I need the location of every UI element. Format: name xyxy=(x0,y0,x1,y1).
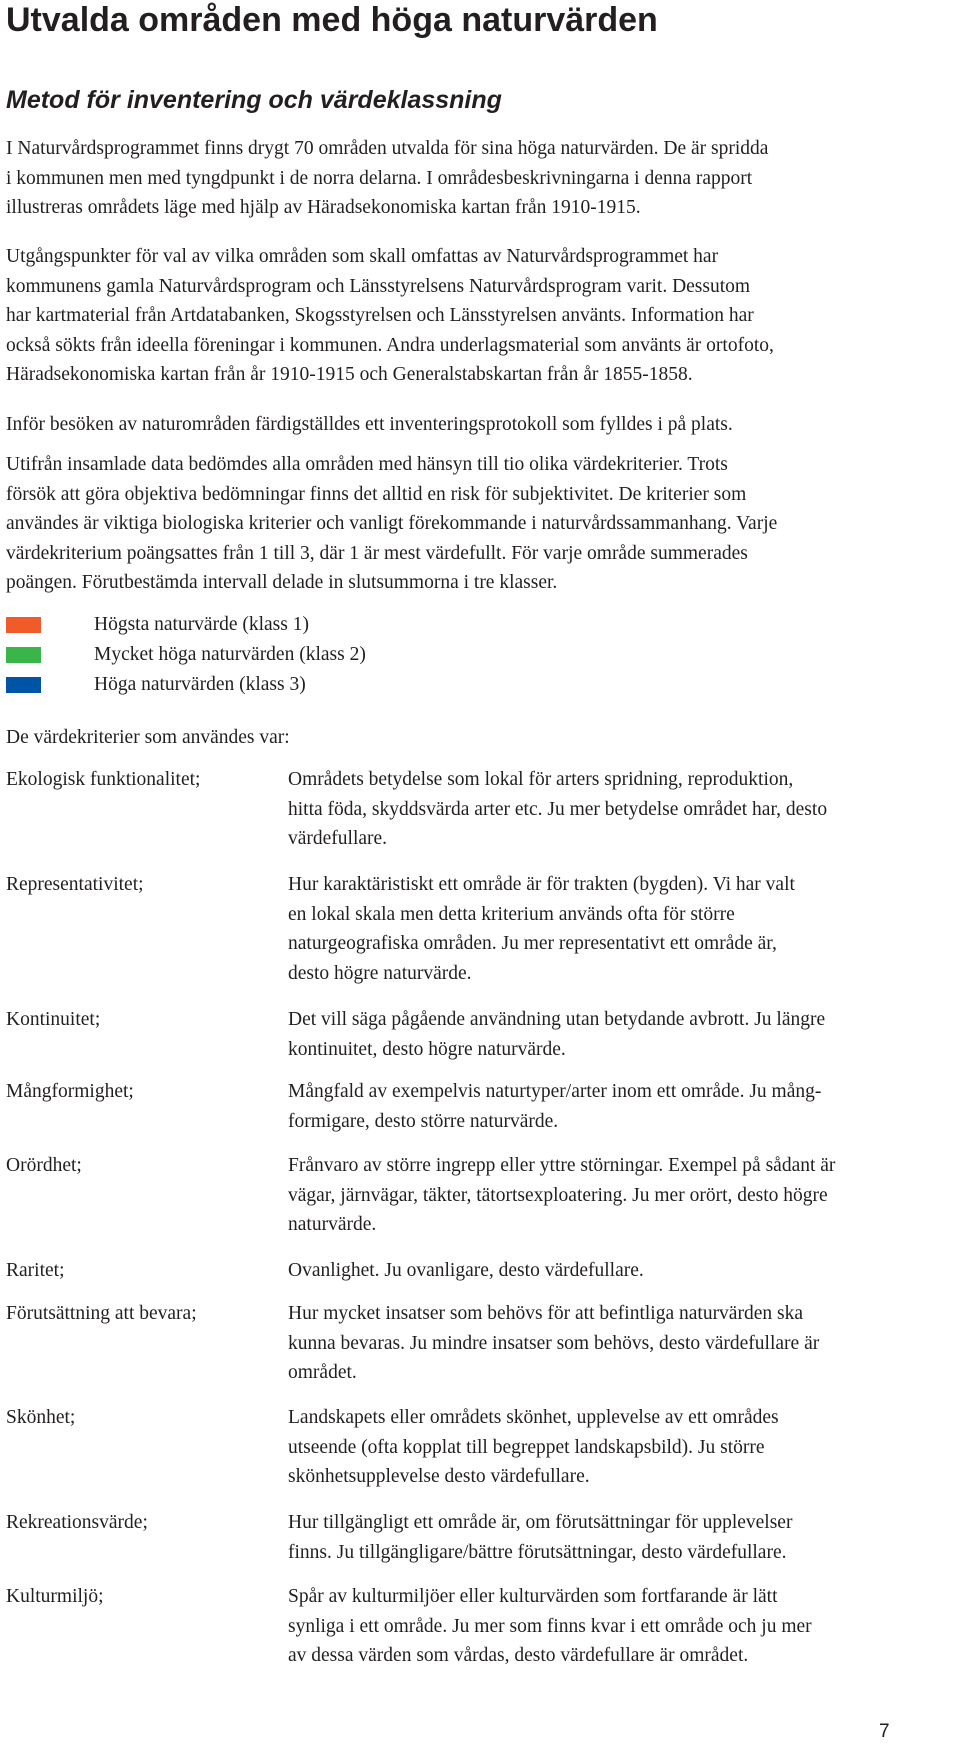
description-line: desto högre naturvärde. xyxy=(288,962,472,984)
criterion-description xyxy=(288,1077,958,1136)
paragraph-line: illustreras områdets läge med hjälp av Häradsekonomiska kartan från 1910-1915. xyxy=(6,197,641,218)
criterion-description xyxy=(288,1256,958,1286)
class-legend xyxy=(6,610,606,700)
paragraph-line: Utgångspunkter för val av vilka områden som skall omfattas av Naturvårdsprogrammet har xyxy=(6,246,719,267)
description-line: värdefullare. xyxy=(288,828,388,849)
paragraph-line: kommunens gamla Naturvårdsprogram och Länsstyrelsens Naturvårdsprogram varit. Dessutom xyxy=(6,275,751,297)
legend-item xyxy=(6,640,606,670)
legend-item xyxy=(6,610,606,640)
description-line: Hur mycket insatser som behövs för att befintliga naturvärden ska xyxy=(288,1303,803,1324)
description-line: skönhetsupplevelse desto värdefullare. xyxy=(288,1466,590,1487)
criterion-term: Skönhet; xyxy=(6,1407,76,1428)
class-2-swatch xyxy=(6,647,41,663)
description-line: Spår av kulturmiljöer eller kulturvärden som fortfarande är lätt xyxy=(288,1586,778,1607)
paragraph-line: I Naturvårdsprogrammet finns drygt 70 områden utvalda för sina höga naturvärden. De är spridda xyxy=(6,138,769,159)
description-line: kunna bevaras. Ju mindre insatser som behövs, desto värdefullare är xyxy=(288,1332,820,1354)
criterion-description xyxy=(288,1151,958,1240)
description-line: området. xyxy=(288,1362,357,1383)
class-1-swatch xyxy=(6,617,41,633)
description-line: Det vill säga pågående användning utan betydande avbrott. Ju längre xyxy=(288,1009,826,1030)
description-line: Ovanlighet. Ju ovanligare, desto värdefullare. xyxy=(288,1260,644,1281)
description-line: av dessa värden som vårdas, desto värdefullare är området. xyxy=(288,1645,749,1666)
page-number: 7 xyxy=(879,1721,890,1742)
paragraph-line: har kartmaterial från Artdatabanken, Skogsstyrelsen och Länsstyrelsen använts. Information har xyxy=(6,305,754,326)
criterion-description xyxy=(288,1005,958,1064)
paragraph-line: värdekriterium poängsattes från 1 till 3, där 1 är mest värdefullt. För varje område summerades xyxy=(6,542,748,564)
description-line: synliga i ett område. Ju mer som finns kvar i ett område och ju mer xyxy=(288,1615,812,1637)
paragraph-line: Utifrån insamlade data bedömdes alla områden med hänsyn till tio olika värdekriterier. Trots xyxy=(6,454,728,475)
criterion-term: Kontinuitet; xyxy=(6,1009,101,1030)
description-line: Hur tillgängligt ett område är, om förutsättningar för upplevelser xyxy=(288,1512,793,1533)
paragraph-intro xyxy=(6,134,956,223)
criterion-description xyxy=(288,1582,958,1671)
description-line: en lokal skala men detta kriterium används ofta för större xyxy=(288,903,735,925)
criterion-term: Kulturmiljö; xyxy=(6,1586,104,1607)
description-line: Hur karaktäristiskt ett område är för trakten (bygden). Vi har valt xyxy=(288,874,795,895)
description-line: Frånvaro av större ingrepp eller yttre störningar. Exempel på sådant är xyxy=(288,1155,836,1176)
criterion-term: Orördhet; xyxy=(6,1155,82,1176)
paragraph-line: också sökts från ideella föreningar i kommunen. Andra underlagsmaterial som använts är ortofoto, xyxy=(6,334,774,356)
legend-label: Höga naturvärden (klass 3) xyxy=(94,674,306,695)
paragraph-line: poängen. Förutbestämda intervall delade in slutsummorna i tre klasser. xyxy=(6,572,558,593)
paragraph-line: försök att göra objektiva bedömningar finns det alltid en risk för subjektivitet. De kriterier som xyxy=(6,483,747,505)
description-line: naturvärde. xyxy=(288,1214,377,1235)
description-line: vägar, järnvägar, täkter, tätortsexploatering. Ju mer orört, desto högre xyxy=(288,1184,828,1206)
description-line: Mångfald av exempelvis naturtyper/arter inom ett område. Ju mång- xyxy=(288,1081,822,1102)
criterion-term: Raritet; xyxy=(6,1260,65,1281)
legend-item xyxy=(6,670,606,700)
description-line: Områdets betydelse som lokal för arters spridning, reproduktion, xyxy=(288,769,794,790)
description-line: finns. Ju tillgängligare/bättre förutsättningar, desto värdefullare. xyxy=(288,1541,787,1563)
paragraph-criteria-method xyxy=(6,450,956,598)
page-title: Utvalda områden med höga naturvärden xyxy=(6,1,658,39)
legend-label: Mycket höga naturvärden (klass 2) xyxy=(94,644,366,665)
section-heading: Metod för inventering och värdeklassning xyxy=(6,86,502,114)
criterion-description xyxy=(288,1508,958,1567)
paragraph-sources xyxy=(6,242,956,390)
criterion-term: Representativitet; xyxy=(6,874,144,895)
description-line: naturgeografiska områden. Ju mer representativt ett område är, xyxy=(288,933,777,954)
paragraph-line: i kommunen men med tyngdpunkt i de norra delarna. I områdesbeskrivningarna i denna rapport xyxy=(6,167,753,189)
description-line: hitta föda, skyddsvärda arter etc. Ju mer betydelse området har, desto xyxy=(288,798,828,820)
criterion-term: Mångformighet; xyxy=(6,1081,134,1102)
legend-label: Högsta naturvärde (klass 1) xyxy=(94,614,309,635)
class-3-swatch xyxy=(6,677,41,693)
description-line: Landskapets eller områdets skönhet, upplevelse av ett områdes xyxy=(288,1407,779,1428)
criterion-description xyxy=(288,1403,958,1492)
paragraph-protocol xyxy=(6,410,956,440)
criterion-term: Förutsättning att bevara; xyxy=(6,1303,197,1324)
criterion-description xyxy=(288,870,958,988)
paragraph-line: användes är viktiga biologiska kriterier och vanligt förekommande i naturvårdssammanhang. Varje xyxy=(6,513,778,534)
criterion-term: Ekologisk funktionalitet; xyxy=(6,769,201,790)
paragraph-line: Häradsekonomiska kartan från år 1910-1915 och Generalstabskartan från år 1855-1858. xyxy=(6,364,693,385)
description-line: formigare, desto större naturvärde. xyxy=(288,1110,559,1132)
criterion-description xyxy=(288,1299,958,1388)
criterion-term: Rekreationsvärde; xyxy=(6,1512,148,1533)
paragraph-line: Inför besöken av naturområden färdigställdes ett inventeringsprotokoll som fylldes i på plats. xyxy=(6,414,733,435)
description-line: utseende (ofta kopplat till begreppet landskapsbild). Ju större xyxy=(288,1436,765,1458)
criteria-intro: De värdekriterier som användes var: xyxy=(6,727,290,748)
criterion-description xyxy=(288,765,958,854)
description-line: kontinuitet, desto högre naturvärde. xyxy=(288,1038,566,1060)
